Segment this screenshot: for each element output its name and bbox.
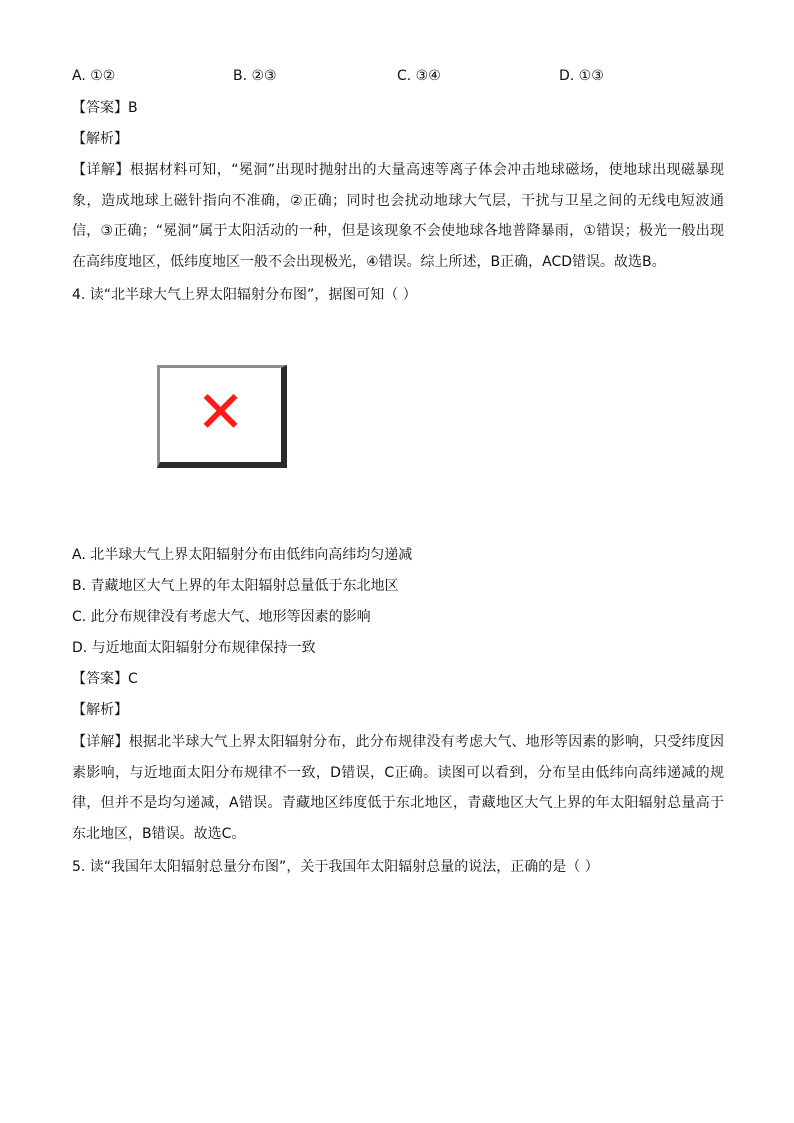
q4-option-b: B. 青藏地区大气上界的年太阳辐射总量低于东北地区 — [72, 578, 399, 594]
q4-stem: 4. 读“北半球大气上界太阳辐射分布图”，据图可知（ ） — [72, 287, 417, 303]
q4-option-d: D. 与近地面太阳辐射分布规律保持一致 — [72, 640, 316, 656]
q3-option-c: C. ③④ — [397, 68, 441, 84]
broken-image-icon: ✕ — [157, 365, 287, 468]
q3-answer: 【答案】B — [72, 100, 138, 116]
q3-option-a: A. ①② — [72, 68, 116, 84]
q5-stem: 5. 读“我国年太阳辐射总量分布图”，关于我国年太阳辐射总量的说法，正确的是（ ） — [72, 859, 599, 875]
q3-analysis-label: 【解析】 — [72, 131, 128, 147]
q3-options — [72, 66, 724, 86]
q3-option-d: D. ①③ — [559, 68, 604, 84]
q4-option-c: C. 此分布规律没有考虑大气、地形等因素的影响 — [72, 609, 371, 625]
q4-detail: 【详解】根据北半球大气上界太阳辐射分布，此分布规律没有考虑大气、地形等因素的影响，只受纬度因素影响，与近地面太阳分布规律不一致，D错误，C正确。读图可以看到，分布呈由低纬向高纬递减的规律，但并不是均匀递减，A错误。青藏地区纬度低于东北地区，青藏地区大气上界的年太阳辐射总量高于东北地区，B错误。故选C。 — [72, 734, 724, 842]
q4-analysis-label: 【解析】 — [72, 702, 128, 718]
q4-option-a: A. 北半球大气上界太阳辐射分布由低纬向高纬均匀递减 — [72, 547, 413, 563]
q3-option-b: B. ②③ — [233, 68, 277, 84]
q4-answer: 【答案】C — [72, 671, 138, 687]
q3-detail: 【详解】根据材料可知，“冕洞”出现时抛射出的大量高速等离子体会冲击地球磁场，使地球出现磁暴现象，造成地球上磁针指向不准确，②正确；同时也会扰动地球大气层，干扰与卫星之间的无线电短波通信，③正确；“冕洞”属于太阳活动的一种，但是该现象不会使地球各地普降暴雨，①错误；极光一般出现在高纬度地区，低纬度地区一般不会出现极光，④错误。综上所述，B正确，ACD错误。故选B。 — [72, 162, 724, 270]
